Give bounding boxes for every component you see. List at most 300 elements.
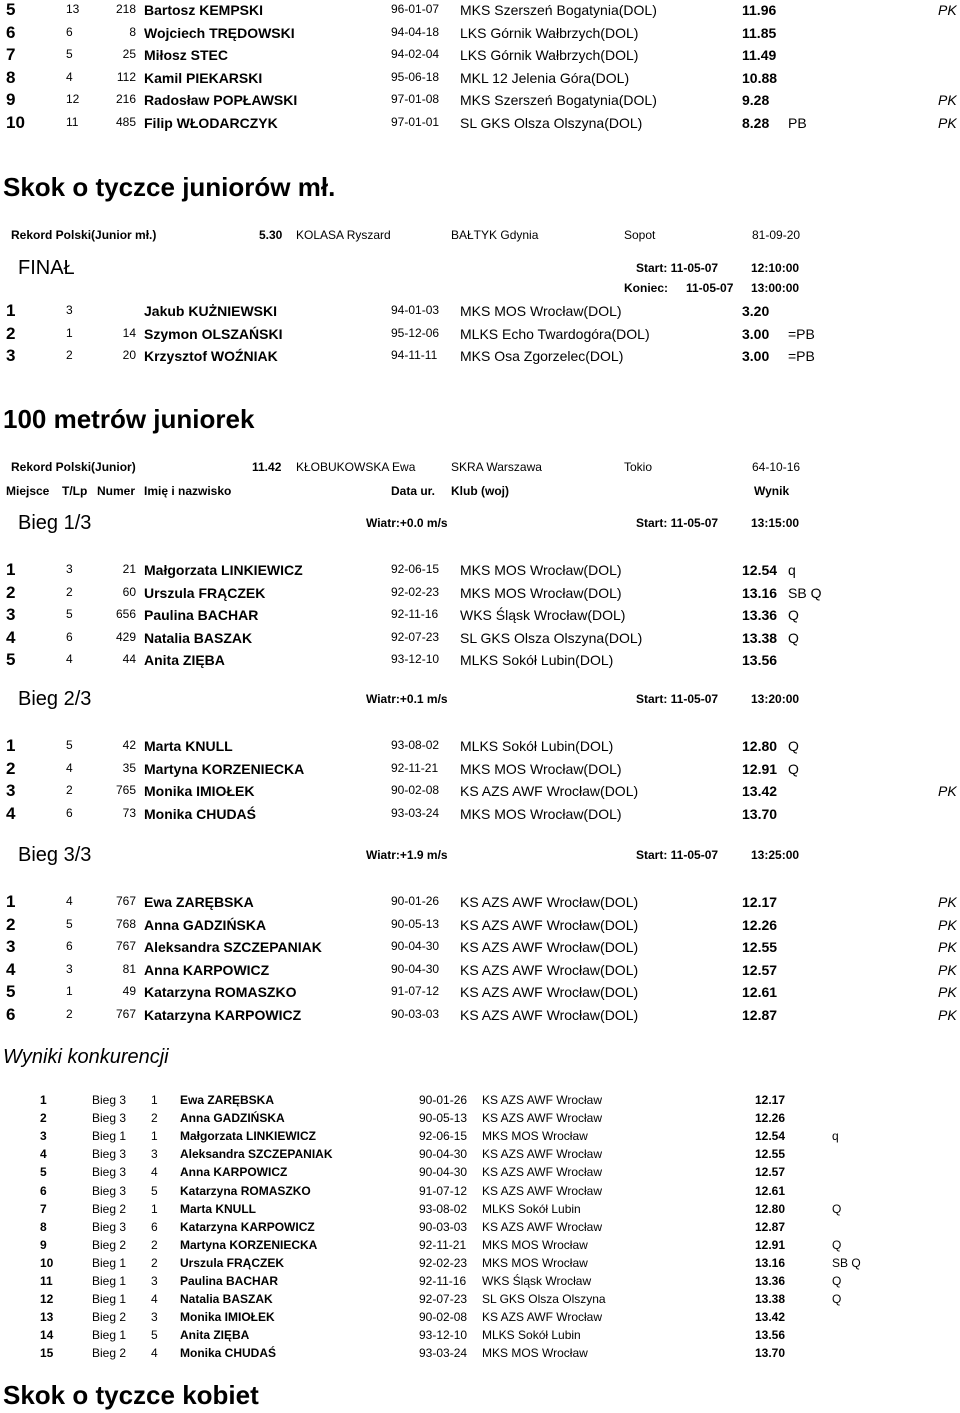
birth-date-cell: 91-07-12 bbox=[419, 1183, 468, 1198]
bib-number-cell: 25 bbox=[122, 47, 136, 62]
result-cell: 12.55 bbox=[755, 1147, 786, 1162]
result-cell: 13.36 bbox=[755, 1274, 786, 1288]
club-cell: MLKS Sokół Lubin(DOL) bbox=[460, 738, 614, 754]
lane-cell: 3 bbox=[66, 562, 73, 576]
athlete-name-cell: Miłosz STEC bbox=[144, 47, 229, 64]
result-row bbox=[0, 346, 960, 368]
bib-number-cell: 21 bbox=[122, 562, 136, 576]
birth-date-cell: 92-11-16 bbox=[419, 1274, 467, 1288]
birth-date-cell: 97-01-08 bbox=[391, 92, 440, 107]
result-row bbox=[0, 90, 960, 112]
heat-time: 13:25:00 bbox=[751, 848, 800, 862]
bib-number-cell: 35 bbox=[122, 760, 136, 775]
club-cell: KS AZS AWF Wrocław bbox=[482, 1147, 603, 1162]
heat-place-cell: 2 bbox=[151, 1237, 158, 1252]
athlete-name-cell: Katarzyna ROMASZKO bbox=[144, 984, 297, 1001]
result-row bbox=[0, 324, 960, 346]
pk-cell: PK bbox=[938, 916, 957, 933]
summary-title: Wyniki konkurencji bbox=[3, 1046, 169, 1068]
place-cell: 3 bbox=[6, 346, 16, 366]
place-cell: 8 bbox=[40, 1219, 47, 1234]
place-cell: 1 bbox=[40, 1093, 47, 1107]
heat-place-cell: 1 bbox=[151, 1129, 158, 1144]
result-row bbox=[0, 301, 960, 323]
pk-cell: PK bbox=[938, 92, 957, 109]
athlete-name-cell: Ewa ZARĘBSKA bbox=[144, 894, 254, 910]
result-cell: 12.91 bbox=[742, 760, 778, 777]
birth-date-cell: 92-02-23 bbox=[419, 1255, 468, 1270]
place-cell: 7 bbox=[6, 45, 16, 65]
athlete-name-cell: Anna GADZIŃSKA bbox=[144, 916, 267, 933]
lane-cell: 3 bbox=[66, 303, 73, 317]
heat-wind: Wiatr:+1.9 m/s bbox=[366, 848, 448, 862]
place-cell: 5 bbox=[40, 1165, 47, 1180]
club-cell: MLKS Sokół Lubin(DOL) bbox=[460, 652, 614, 669]
birth-date-cell: 90-04-30 bbox=[419, 1165, 468, 1180]
heat-cell: Bieg 1 bbox=[92, 1129, 127, 1144]
birth-date-cell: 95-06-18 bbox=[391, 69, 440, 84]
place-cell: 4 bbox=[6, 627, 16, 647]
next-event-title: Skok o tyczce kobiet bbox=[3, 1380, 259, 1410]
result-cell: 13.38 bbox=[755, 1292, 786, 1307]
bib-number-cell: 60 bbox=[122, 584, 136, 599]
place-cell: 15 bbox=[40, 1346, 54, 1361]
pk-cell: PK bbox=[938, 783, 957, 800]
place-cell: 9 bbox=[6, 90, 16, 110]
place-cell: 1 bbox=[6, 892, 16, 911]
result-cell: 11.85 bbox=[742, 24, 777, 41]
lane-cell: 4 bbox=[66, 652, 73, 667]
bib-number-cell: 44 bbox=[122, 652, 136, 667]
birth-date-cell: 92-07-23 bbox=[391, 629, 440, 644]
birth-date-cell: 93-08-02 bbox=[419, 1201, 468, 1216]
heat-cell: Bieg 3 bbox=[92, 1219, 127, 1234]
athlete-name-cell: Małgorzata LINKIEWICZ bbox=[144, 562, 303, 578]
place-cell: 2 bbox=[40, 1111, 47, 1126]
record-club: SKRA Warszawa bbox=[451, 460, 542, 474]
bib-number-cell: 767 bbox=[115, 894, 136, 908]
record-place: Sopot bbox=[624, 228, 656, 242]
result-cell: 12.61 bbox=[755, 1183, 786, 1198]
athlete-name-cell: Monika CHUDAŚ bbox=[180, 1346, 277, 1361]
note-cell: Q bbox=[788, 738, 799, 754]
club-cell: KS AZS AWF Wrocław bbox=[482, 1111, 603, 1126]
athlete-name-cell: Kamil PIEKARSKI bbox=[144, 69, 263, 86]
record-value: 5.30 bbox=[259, 228, 283, 242]
lane-cell: 5 bbox=[66, 47, 73, 62]
bib-number-cell: 49 bbox=[122, 984, 136, 999]
lane-cell: 6 bbox=[66, 939, 73, 954]
bib-number-cell: 14 bbox=[122, 325, 136, 340]
bib-number-cell: 765 bbox=[115, 783, 136, 798]
heat-cell: Bieg 1 bbox=[92, 1292, 127, 1307]
athlete-name-cell: Martyna KORZENIECKA bbox=[144, 760, 305, 777]
club-cell: MKS MOS Wrocław(DOL) bbox=[460, 562, 622, 578]
summary-row bbox=[0, 1274, 960, 1292]
result-cell: 13.36 bbox=[742, 607, 778, 624]
result-cell: 13.56 bbox=[755, 1328, 786, 1343]
lane-cell: 4 bbox=[66, 894, 73, 908]
lane-cell: 6 bbox=[66, 629, 73, 644]
heat-label: Bieg 1/3 bbox=[18, 512, 92, 534]
heat-cell: Bieg 2 bbox=[92, 1237, 127, 1252]
athlete-name-cell: Filip WŁODARCZYK bbox=[144, 115, 278, 131]
result-cell: 12.87 bbox=[755, 1219, 786, 1234]
result-row bbox=[0, 1005, 960, 1027]
result-row bbox=[0, 628, 960, 650]
result-cell: 13.42 bbox=[755, 1310, 786, 1325]
club-cell: KS AZS AWF Wrocław bbox=[482, 1310, 603, 1325]
qualification-cell: q bbox=[832, 1129, 839, 1144]
club-cell: MKS Szerszeń Bogatynia(DOL) bbox=[460, 2, 657, 18]
result-row bbox=[0, 650, 960, 672]
club-cell: MKS MOS Wrocław(DOL) bbox=[460, 584, 622, 601]
birth-date-cell: 90-03-03 bbox=[391, 1007, 440, 1021]
bib-number-cell: 767 bbox=[115, 1007, 136, 1021]
heat-cell: Bieg 3 bbox=[92, 1093, 127, 1107]
result-row bbox=[0, 68, 960, 90]
athlete-name-cell: Katarzyna KARPOWICZ bbox=[144, 1007, 302, 1023]
birth-date-cell: 93-03-24 bbox=[419, 1346, 468, 1361]
birth-date-cell: 92-11-21 bbox=[391, 760, 439, 775]
heat-place-cell: 1 bbox=[151, 1093, 158, 1107]
place-cell: 6 bbox=[6, 1005, 16, 1024]
record-date: 81-09-20 bbox=[752, 228, 801, 242]
bib-number-cell: 216 bbox=[115, 92, 136, 107]
result-cell: 12.26 bbox=[755, 1111, 786, 1126]
birth-date-cell: 92-06-15 bbox=[419, 1129, 468, 1144]
result-cell: 12.17 bbox=[755, 1093, 786, 1107]
note-cell: SB Q bbox=[788, 584, 822, 601]
lane-cell: 2 bbox=[66, 783, 73, 798]
result-row bbox=[0, 982, 960, 1004]
result-cell: 12.57 bbox=[755, 1165, 786, 1180]
heat-time: 13:15:00 bbox=[751, 516, 800, 530]
athlete-name-cell: Anita ZIĘBA bbox=[180, 1328, 250, 1343]
athlete-name-cell: Paulina BACHAR bbox=[144, 607, 259, 624]
birth-date-cell: 94-04-18 bbox=[391, 24, 440, 39]
bib-number-cell: 656 bbox=[115, 607, 136, 622]
birth-date-cell: 90-03-03 bbox=[419, 1219, 468, 1234]
athlete-name-cell: Paulina BACHAR bbox=[180, 1274, 279, 1288]
result-cell: 12.17 bbox=[742, 894, 778, 910]
place-cell: 14 bbox=[40, 1328, 54, 1343]
place-cell: 11 bbox=[40, 1274, 53, 1288]
result-row bbox=[0, 45, 960, 67]
place-cell: 3 bbox=[6, 937, 16, 957]
club-cell: MKS MOS Wrocław(DOL) bbox=[460, 760, 622, 777]
place-cell: 6 bbox=[40, 1183, 47, 1198]
athlete-name-cell: Monika CHUDAŚ bbox=[144, 805, 257, 822]
heat-place-cell: 6 bbox=[151, 1219, 158, 1234]
col-club: Klub (woj) bbox=[451, 484, 509, 498]
athlete-name-cell: Katarzyna ROMASZKO bbox=[180, 1183, 311, 1198]
result-cell: 13.70 bbox=[755, 1346, 786, 1361]
place-cell: 2 bbox=[6, 582, 16, 602]
lane-cell: 5 bbox=[66, 738, 73, 752]
result-cell: 8.28 bbox=[742, 115, 770, 131]
note-cell: PB bbox=[788, 115, 807, 131]
athlete-name-cell: Marta KNULL bbox=[144, 738, 233, 754]
athlete-name-cell: Katarzyna KARPOWICZ bbox=[180, 1219, 315, 1234]
place-cell: 5 bbox=[6, 0, 16, 19]
place-cell: 3 bbox=[40, 1129, 47, 1144]
birth-date-cell: 92-02-23 bbox=[391, 584, 440, 599]
club-cell: MLKS Sokół Lubin bbox=[482, 1201, 581, 1216]
athlete-name-cell: Aleksandra SZCZEPANIAK bbox=[144, 939, 322, 956]
place-cell: 1 bbox=[6, 301, 16, 320]
summary-row bbox=[0, 1346, 960, 1364]
start-time: 12:10:00 bbox=[751, 261, 800, 275]
col-result: Wynik bbox=[754, 484, 790, 498]
lane-cell: 4 bbox=[66, 69, 73, 84]
heat-time: 13:20:00 bbox=[751, 692, 800, 706]
athlete-name-cell: Natalia BASZAK bbox=[144, 629, 253, 646]
end-time: 13:00:00 bbox=[751, 281, 800, 295]
result-cell: 13.70 bbox=[742, 805, 778, 822]
birth-date-cell: 91-07-12 bbox=[391, 984, 440, 999]
heat-start: Start: 11-05-07 bbox=[636, 516, 719, 530]
place-cell: 8 bbox=[6, 67, 16, 87]
summary-row bbox=[0, 1238, 960, 1256]
lane-cell: 2 bbox=[66, 348, 73, 363]
birth-date-cell: 92-06-15 bbox=[391, 562, 440, 576]
summary-row bbox=[0, 1111, 960, 1129]
athlete-name-cell: Szymon OLSZAŃSKI bbox=[144, 325, 283, 342]
club-cell: MKL 12 Jelenia Góra(DOL) bbox=[460, 69, 630, 86]
qualification-cell: Q bbox=[832, 1201, 842, 1216]
club-cell: MKS Szerszeń Bogatynia(DOL) bbox=[460, 92, 657, 109]
birth-date-cell: 92-11-16 bbox=[391, 607, 439, 622]
birth-date-cell: 90-01-26 bbox=[419, 1093, 468, 1107]
record-place: Tokio bbox=[624, 460, 653, 474]
summary-row bbox=[0, 1184, 960, 1202]
result-row bbox=[0, 892, 960, 914]
heat-cell: Bieg 3 bbox=[92, 1165, 127, 1180]
col-dob: Data ur. bbox=[391, 484, 436, 498]
heat-cell: Bieg 3 bbox=[92, 1111, 127, 1126]
lane-cell: 2 bbox=[66, 1007, 73, 1021]
birth-date-cell: 93-03-24 bbox=[391, 805, 440, 820]
heat-label: Bieg 3/3 bbox=[18, 844, 92, 866]
club-cell: WKS Śląsk Wrocław bbox=[482, 1274, 592, 1288]
club-cell: MLKS Sokół Lubin bbox=[482, 1328, 581, 1343]
summary-row bbox=[0, 1202, 960, 1220]
lane-cell: 5 bbox=[66, 916, 73, 931]
birth-date-cell: 90-02-08 bbox=[419, 1310, 468, 1325]
result-row bbox=[0, 605, 960, 627]
record-club: BAŁTYK Gdynia bbox=[451, 228, 539, 242]
result-cell: 13.42 bbox=[742, 783, 778, 800]
place-cell: 10 bbox=[40, 1255, 54, 1270]
heat-place-cell: 3 bbox=[151, 1147, 158, 1162]
result-cell: 12.61 bbox=[742, 984, 778, 1001]
record-value: 11.42 bbox=[252, 460, 282, 474]
athlete-name-cell: Monika IMIOŁEK bbox=[144, 783, 255, 800]
athlete-name-cell: Anna KARPOWICZ bbox=[144, 961, 270, 978]
place-cell: 10 bbox=[6, 113, 25, 132]
club-cell: WKS Śląsk Wrocław(DOL) bbox=[460, 607, 626, 624]
place-cell: 1 bbox=[6, 560, 16, 579]
qualification-cell: Q bbox=[832, 1237, 842, 1252]
place-cell: 9 bbox=[40, 1237, 47, 1252]
heat-cell: Bieg 1 bbox=[92, 1274, 127, 1288]
athlete-name-cell: Natalia BASZAK bbox=[180, 1292, 273, 1307]
club-cell: MKS MOS Wrocław bbox=[482, 1255, 588, 1270]
heat-cell: Bieg 1 bbox=[92, 1255, 127, 1270]
result-row bbox=[0, 781, 960, 803]
lane-cell: 1 bbox=[66, 984, 73, 999]
start-label: Start: 11-05-07 bbox=[636, 261, 719, 275]
result-cell: 13.38 bbox=[742, 629, 778, 646]
note-cell: =PB bbox=[788, 325, 815, 342]
col-name: Imię i nazwisko bbox=[144, 484, 232, 498]
record-date: 64-10-16 bbox=[752, 460, 801, 474]
lane-cell: 12 bbox=[66, 92, 80, 107]
athlete-name-cell: Aleksandra SZCZEPANIAK bbox=[180, 1147, 333, 1162]
athlete-name-cell: Krzysztof WOŹNIAK bbox=[144, 348, 278, 365]
result-cell: 12.55 bbox=[742, 939, 778, 956]
col-num: Numer bbox=[97, 484, 136, 498]
club-cell: SL GKS Olsza Olszyna(DOL) bbox=[460, 115, 643, 131]
col-tlp: T/Lp bbox=[62, 484, 88, 498]
bib-number-cell: 42 bbox=[122, 738, 136, 752]
note-cell: Q bbox=[788, 629, 799, 646]
result-cell: 3.00 bbox=[742, 325, 770, 342]
pk-cell: PK bbox=[938, 984, 957, 1001]
bib-number-cell: 8 bbox=[129, 24, 136, 39]
result-cell: 12.54 bbox=[755, 1129, 786, 1144]
heat-place-cell: 4 bbox=[151, 1292, 158, 1307]
heat-place-cell: 5 bbox=[151, 1328, 158, 1343]
athlete-name-cell: Anita ZIĘBA bbox=[144, 652, 225, 669]
result-cell: 3.00 bbox=[742, 348, 770, 365]
athlete-name-cell: Małgorzata LINKIEWICZ bbox=[180, 1129, 317, 1144]
birth-date-cell: 93-12-10 bbox=[391, 652, 440, 667]
summary-row bbox=[0, 1328, 960, 1346]
athlete-name-cell: Urszula FRĄCZEK bbox=[180, 1255, 285, 1270]
club-cell: KS AZS AWF Wrocław bbox=[482, 1165, 603, 1180]
w100-title: 100 metrów juniorek bbox=[3, 404, 255, 434]
place-cell: 4 bbox=[40, 1147, 47, 1162]
birth-date-cell: 90-05-13 bbox=[391, 916, 440, 931]
bib-number-cell: 768 bbox=[115, 916, 136, 931]
heat-start: Start: 11-05-07 bbox=[636, 692, 719, 706]
heat-place-cell: 1 bbox=[151, 1201, 158, 1216]
heat-place-cell: 4 bbox=[151, 1165, 158, 1180]
bib-number-cell: 485 bbox=[115, 115, 136, 129]
birth-date-cell: 90-05-13 bbox=[419, 1111, 468, 1126]
result-cell: 12.26 bbox=[742, 916, 778, 933]
final-label: FINAŁ bbox=[18, 257, 75, 279]
record-label: Rekord Polski(Junior mł.) bbox=[11, 228, 157, 242]
lane-cell: 11 bbox=[66, 115, 79, 129]
lane-cell: 6 bbox=[66, 24, 73, 39]
note-cell: Q bbox=[788, 760, 799, 777]
birth-date-cell: 90-04-30 bbox=[391, 961, 440, 976]
athlete-name-cell: Anna KARPOWICZ bbox=[180, 1165, 288, 1180]
result-cell: 12.54 bbox=[742, 562, 778, 578]
heat-place-cell: 5 bbox=[151, 1183, 158, 1198]
birth-date-cell: 92-11-21 bbox=[419, 1237, 467, 1252]
athlete-name-cell: Jakub KUŻNIEWSKI bbox=[144, 303, 278, 319]
record-label: Rekord Polski(Junior) bbox=[11, 460, 136, 474]
col-place: Miejsce bbox=[6, 484, 50, 498]
place-cell: 6 bbox=[6, 22, 16, 42]
heat-place-cell: 2 bbox=[151, 1255, 158, 1270]
club-cell: MKS MOS Wrocław(DOL) bbox=[460, 303, 622, 319]
pk-cell: PK bbox=[938, 2, 957, 18]
club-cell: MKS MOS Wrocław bbox=[482, 1237, 588, 1252]
summary-row bbox=[0, 1093, 960, 1111]
heat-cell: Bieg 3 bbox=[92, 1147, 127, 1162]
place-cell: 7 bbox=[40, 1201, 47, 1216]
qualification-cell: SB Q bbox=[832, 1255, 861, 1270]
club-cell: SL GKS Olsza Olszyna bbox=[482, 1292, 606, 1307]
pk-cell: PK bbox=[938, 115, 957, 131]
result-cell: 13.16 bbox=[742, 584, 778, 601]
place-cell: 3 bbox=[6, 781, 16, 801]
birth-date-cell: 93-12-10 bbox=[419, 1328, 468, 1343]
result-cell: 13.56 bbox=[742, 652, 778, 669]
heat-place-cell: 2 bbox=[151, 1111, 158, 1126]
heat-label: Bieg 2/3 bbox=[18, 688, 92, 710]
place-cell: 2 bbox=[6, 323, 16, 343]
lane-cell: 4 bbox=[66, 760, 73, 775]
athlete-name-cell: Bartosz KEMPSKI bbox=[144, 2, 264, 18]
birth-date-cell: 92-07-23 bbox=[419, 1292, 468, 1307]
place-cell: 1 bbox=[6, 736, 16, 755]
lane-cell: 2 bbox=[66, 584, 73, 599]
result-cell: 10.88 bbox=[742, 69, 778, 86]
result-row bbox=[0, 736, 960, 758]
heat-cell: Bieg 2 bbox=[92, 1346, 127, 1361]
club-cell: MKS MOS Wrocław bbox=[482, 1346, 588, 1361]
club-cell: KS AZS AWF Wrocław(DOL) bbox=[460, 783, 639, 800]
summary-row bbox=[0, 1292, 960, 1310]
athlete-name-cell: Marta KNULL bbox=[180, 1201, 257, 1216]
birth-date-cell: 97-01-01 bbox=[391, 115, 440, 129]
pk-cell: PK bbox=[938, 894, 957, 910]
place-cell: 3 bbox=[6, 605, 16, 625]
pv-junior-title: Skok o tyczce juniorów mł. bbox=[3, 172, 336, 202]
result-row bbox=[0, 23, 960, 45]
note-cell: q bbox=[788, 562, 796, 578]
club-cell: KS AZS AWF Wrocław(DOL) bbox=[460, 984, 639, 1001]
heat-wind: Wiatr:+0.0 m/s bbox=[366, 516, 448, 530]
lane-cell: 1 bbox=[66, 325, 73, 340]
birth-date-cell: 95-12-06 bbox=[391, 325, 440, 340]
club-cell: KS AZS AWF Wrocław(DOL) bbox=[460, 939, 639, 956]
note-cell: =PB bbox=[788, 348, 815, 365]
birth-date-cell: 90-01-26 bbox=[391, 894, 440, 908]
club-cell: KS AZS AWF Wrocław bbox=[482, 1219, 603, 1234]
summary-row bbox=[0, 1165, 960, 1183]
record-holder: KŁOBUKOWSKA Ewa bbox=[296, 460, 416, 474]
athlete-name-cell: Radosław POPŁAWSKI bbox=[144, 92, 298, 109]
qualification-cell: Q bbox=[832, 1274, 842, 1288]
heat-place-cell: 4 bbox=[151, 1346, 158, 1361]
result-cell: 13.16 bbox=[755, 1255, 786, 1270]
result-row bbox=[0, 937, 960, 959]
lane-cell: 5 bbox=[66, 607, 73, 622]
result-cell: 12.80 bbox=[742, 738, 778, 754]
athlete-name-cell: Ewa ZARĘBSKA bbox=[180, 1093, 275, 1107]
bib-number-cell: 218 bbox=[115, 2, 136, 16]
birth-date-cell: 90-04-30 bbox=[419, 1147, 468, 1162]
result-row bbox=[0, 759, 960, 781]
bib-number-cell: 767 bbox=[115, 939, 136, 954]
